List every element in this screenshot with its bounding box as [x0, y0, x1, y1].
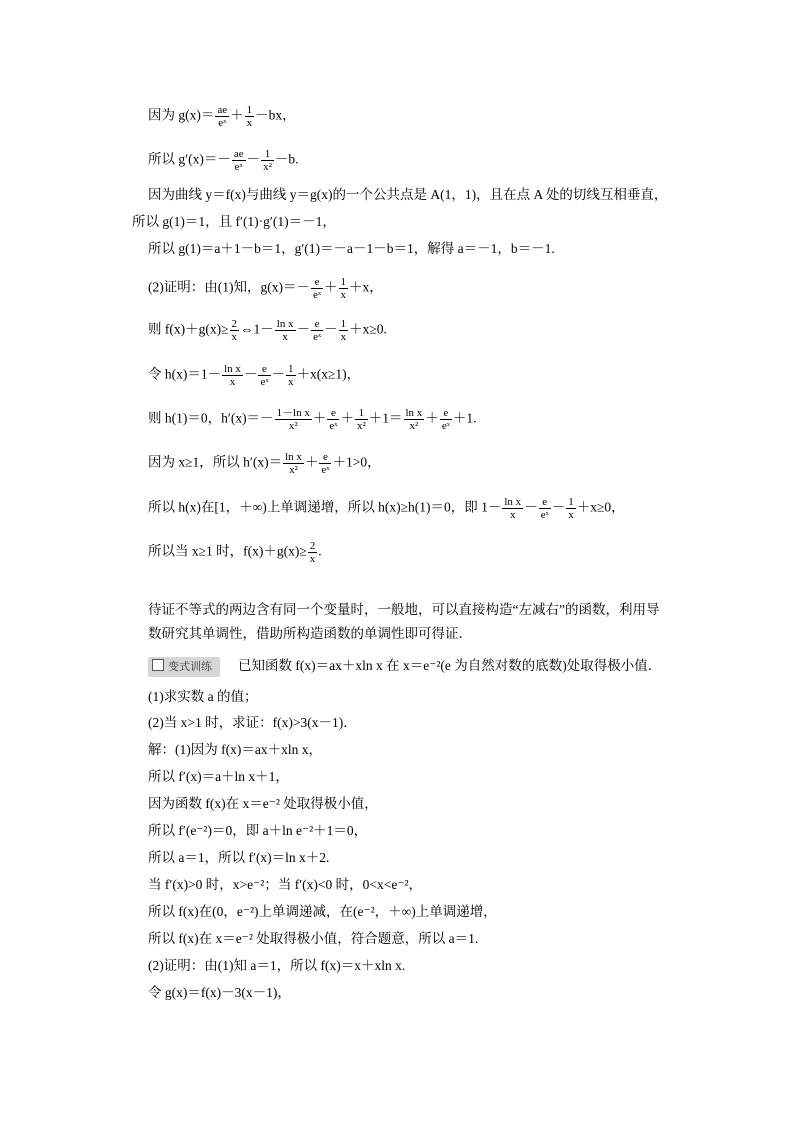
text: (2)证明：由(1)知，g(x)＝－ [148, 279, 310, 295]
line-5: 所以 g(1)＝a＋1－b＝1，g′(1)＝－a－1－b＝1，解得 a＝－1，b＝－1. [148, 241, 555, 256]
numerator: ln x [276, 318, 294, 330]
fraction [440, 407, 452, 432]
denominator: eˣ [329, 420, 338, 432]
solution-line-1: 解：(1)因为 f(x)＝ax＋xln x， [148, 742, 322, 757]
fraction [311, 276, 323, 301]
fraction [232, 148, 246, 173]
numerator: 1 [568, 496, 574, 508]
fraction [222, 363, 243, 388]
text: 因为 x≥1，所以 h′(x)＝ [148, 454, 283, 470]
denominator: x [231, 331, 238, 343]
text: 所以 h(x)在[1，＋∞)上单调递增，所以 h(x)≥h(1)＝0，即 1－ [148, 499, 502, 515]
line-12 [148, 540, 322, 565]
denominator: x [282, 331, 288, 343]
numerator: 2 [231, 318, 238, 330]
numerator: 1 [261, 148, 274, 161]
numerator: 1－ln x [276, 407, 310, 419]
numerator: e [327, 407, 339, 420]
line-4: 所以 g(1)＝1，且 f′(1)·g′(1)＝－1， [132, 214, 336, 229]
text: ＋ [312, 410, 327, 426]
denominator: x [229, 376, 236, 388]
denominator: x² [356, 420, 366, 432]
line-2 [148, 148, 299, 173]
denominator: x² [409, 420, 419, 432]
text: 令 h(x)＝1－ [148, 366, 222, 382]
text: － [271, 366, 285, 382]
solution-line-10: 令 g(x)＝f(x)－3(x－1)， [148, 985, 291, 1000]
text: ＋1＝ [368, 410, 403, 426]
fraction [261, 148, 274, 173]
numerator: e [319, 451, 331, 464]
solution-line-2: 所以 f′(x)＝a＋ln x＋1， [148, 769, 289, 784]
fraction [258, 363, 270, 388]
denominator: x [340, 331, 347, 343]
line-9 [148, 407, 477, 432]
denominator: x² [263, 161, 272, 173]
solution-line-9: (2)证明：由(1)知 a＝1，所以 f(x)＝x＋xln x. [148, 958, 406, 973]
denominator: x [246, 117, 253, 129]
solution-line-3: 因为函数 f(x)在 x＝e⁻² 处取得极小值， [148, 796, 378, 811]
text: 则 f(x)＋g(x)≥ [148, 321, 229, 337]
denominator: x [288, 376, 294, 388]
text: ＋ [230, 107, 244, 123]
text: ＋1. [452, 410, 477, 426]
solution-line-7: 所以 f(x)在(0，e⁻²)上单调递减，在(e⁻²，＋∞)上单调递增， [148, 904, 497, 919]
text: － [324, 321, 338, 337]
text: ＋x(x≥1)， [296, 366, 361, 382]
text: －b. [274, 151, 299, 167]
line-10 [148, 451, 381, 476]
denominator: eˣ [540, 509, 549, 521]
numerator: e [311, 318, 323, 331]
text: ＋1>0， [332, 454, 381, 470]
denominator: eˣ [218, 117, 227, 129]
text: 因为 g(x)＝ [148, 107, 215, 123]
text: 所以 g′(x)＝－ [148, 151, 231, 167]
text: ⇔1－ [240, 321, 274, 337]
denominator: x [340, 289, 347, 301]
solution-line-5: 所以 a＝1，所以 f′(x)＝ln x＋2. [148, 850, 330, 865]
denominator: eˣ [260, 376, 269, 388]
line-11 [148, 496, 625, 521]
variant-training-line [148, 657, 661, 677]
denominator: x² [288, 420, 298, 432]
fraction [215, 104, 229, 129]
summary-paragraph: 待证不等式的两边含有同一个变量时，一般地，可以直接构造“左减右”的函数，利用导数研究其单调性，借助所构造函数的单调性即可得证． [148, 602, 660, 641]
fraction [339, 276, 349, 301]
text: ＋ [425, 410, 439, 426]
checkbox-icon [152, 659, 164, 671]
text: ＋ [340, 410, 354, 426]
question-1: (1)求实数 a 的值； [148, 689, 258, 704]
text: －bx， [255, 107, 296, 123]
fraction [319, 451, 331, 476]
numerator: e [311, 276, 323, 289]
text: ＋x， [349, 279, 383, 295]
text: ＋x≥0， [576, 499, 625, 515]
numerator: ln x [504, 496, 522, 508]
line-7 [148, 318, 387, 343]
text: － [296, 321, 311, 337]
fraction [230, 318, 240, 343]
denominator: x [309, 553, 316, 565]
fraction [566, 496, 576, 521]
line-6 [148, 276, 383, 301]
numerator: ae [217, 104, 228, 116]
denominator: eˣ [441, 420, 450, 432]
fraction [327, 407, 339, 432]
denominator: x [510, 509, 516, 521]
numerator: 1 [355, 407, 368, 420]
numerator: ln x [405, 407, 423, 419]
fraction [245, 104, 255, 129]
numerator: 1 [340, 318, 347, 330]
denominator: eˣ [321, 464, 330, 476]
text: ＋ [324, 279, 338, 295]
denominator: eˣ [234, 161, 243, 173]
variant-training-badge [148, 657, 220, 677]
denominator: x² [289, 464, 298, 476]
denominator: eˣ [313, 331, 322, 343]
text: － [551, 499, 566, 515]
fraction [404, 407, 425, 432]
fraction [308, 540, 318, 565]
solution-line-6: 当 f′(x)>0 时，x>e⁻²；当 f′(x)<0 时，0<x<e⁻²， [148, 877, 423, 892]
fraction [286, 363, 296, 388]
fraction [502, 496, 523, 521]
fraction [355, 407, 368, 432]
numerator: e [440, 407, 452, 420]
numerator: e [539, 496, 551, 509]
solution-line-4: 所以 f′(e⁻²)＝0，即 a＋ln e⁻²＋1＝0， [148, 823, 368, 838]
text: － [524, 499, 538, 515]
numerator: e [258, 363, 270, 376]
text: 所以当 x≥1 时，f(x)＋g(x)≥ [148, 543, 307, 559]
denominator: x [568, 509, 574, 521]
fraction [283, 451, 304, 476]
denominator: eˣ [312, 289, 322, 301]
numerator: 2 [309, 540, 316, 552]
problem-text: 已知函数 f(x)＝ax＋xln x 在 x＝e⁻²(e 为自然对数的底数)处取得极小值． [238, 658, 662, 674]
numerator: ae [233, 148, 244, 160]
solution-line-8: 所以 f(x)在 x＝e⁻² 处取得极小值，符合题意，所以 a＝1. [148, 931, 479, 946]
line-8 [148, 363, 360, 388]
question-2: (2)当 x>1 时，求证：f(x)>3(x－1)． [148, 715, 357, 730]
line-3: 因为曲线 y＝f(x)与曲线 y＝g(x)的一个公共点是 A(1，1)，且在点 A 处的切线互相垂直， [148, 187, 668, 202]
fraction [339, 318, 349, 343]
numerator: 1 [288, 363, 294, 375]
line-1 [148, 104, 296, 129]
text: － [246, 151, 261, 167]
text: － [243, 366, 258, 382]
text: ＋ [304, 454, 319, 470]
fraction [539, 496, 551, 521]
fraction [275, 407, 312, 432]
fraction [275, 318, 296, 343]
badge-label: 变式训练 [168, 660, 212, 673]
fraction [311, 318, 323, 343]
numerator: 1 [246, 104, 253, 116]
text: 则 h(1)＝0，h′(x)＝－ [148, 410, 274, 426]
numerator: ln x [224, 363, 241, 375]
numerator: 1 [340, 276, 347, 288]
text: . [318, 543, 322, 559]
text: ＋x≥0. [349, 321, 387, 337]
numerator: ln x [285, 451, 302, 463]
